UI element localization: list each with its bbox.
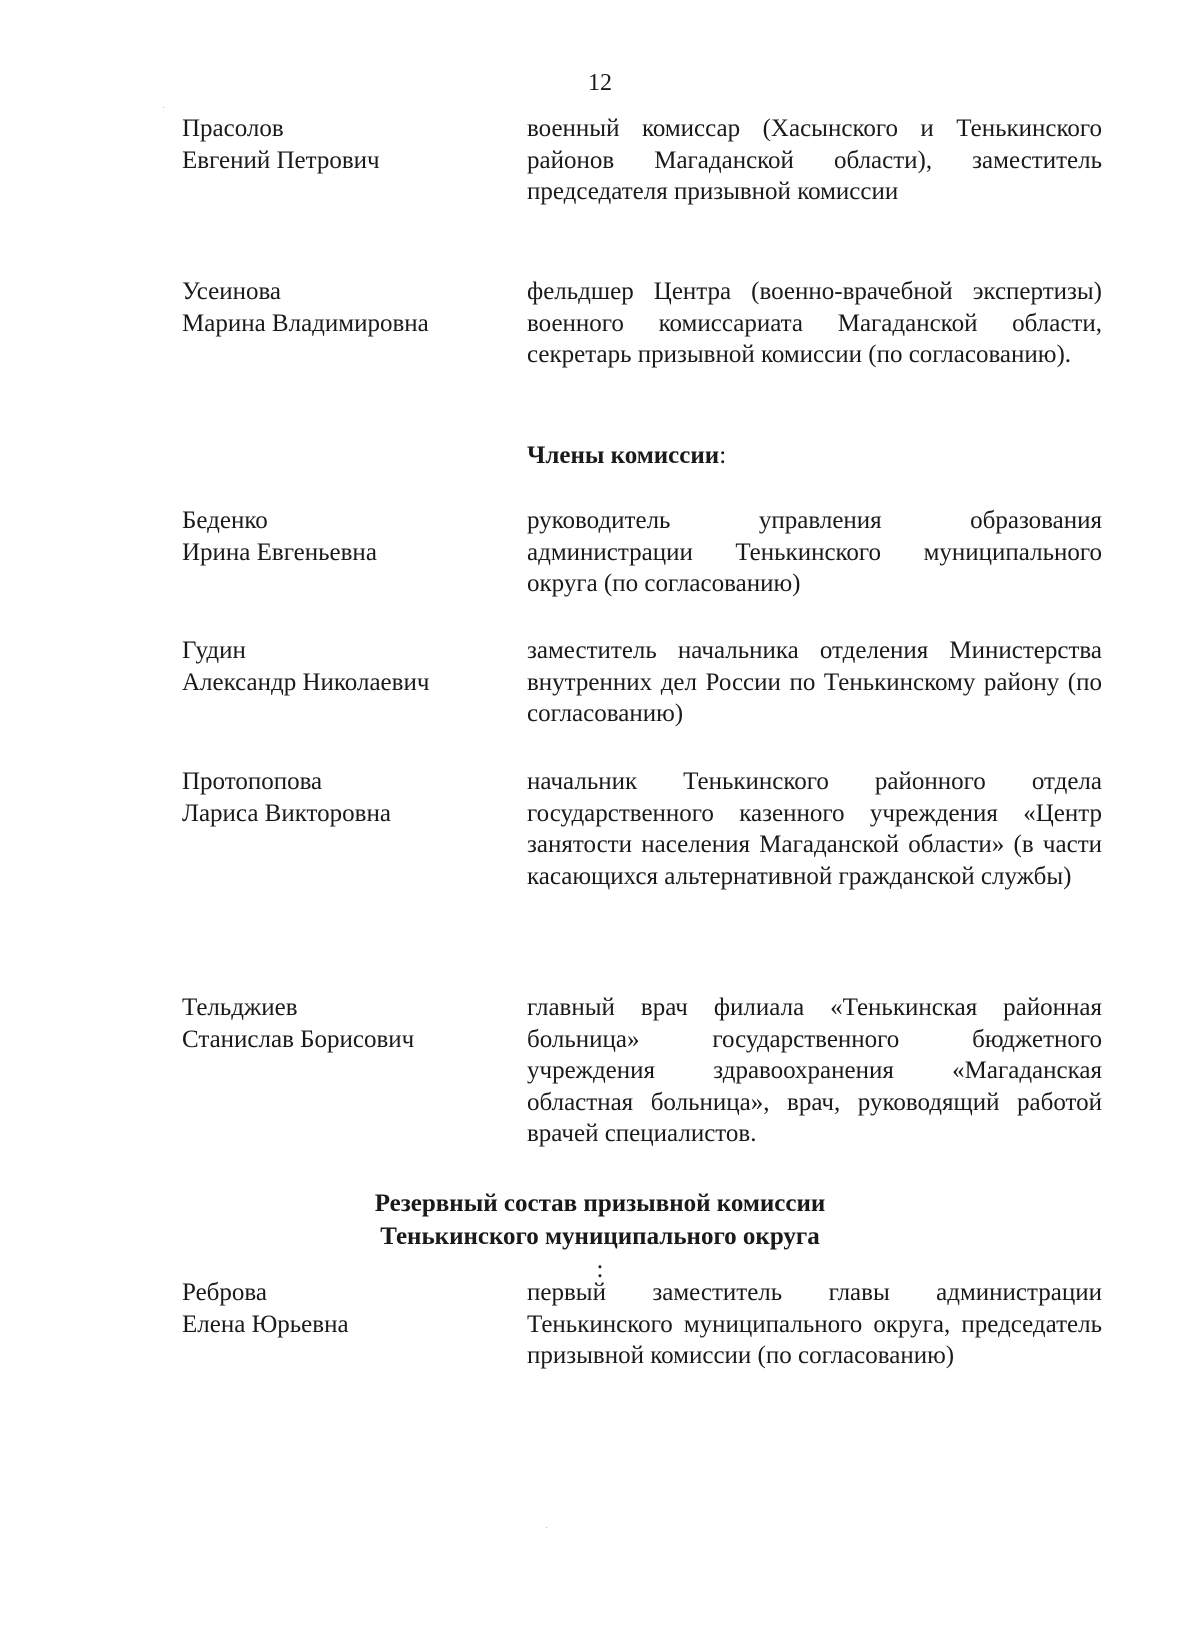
person-surname: Прасолов bbox=[182, 115, 284, 142]
person-given-name: Елена Юрьевна bbox=[182, 1310, 349, 1338]
members-heading-text: Члены комиссии bbox=[527, 442, 720, 469]
reserve-heading-suffix: : bbox=[596, 1256, 604, 1283]
person-name bbox=[182, 992, 512, 1055]
members-heading-suffix: : bbox=[719, 442, 727, 469]
person-given-name: Марина Владимировна bbox=[182, 309, 429, 337]
person-given-name: Александр Николаевич bbox=[182, 668, 430, 696]
person-role: военный комиссар (Хасынского и Тенькинского районов Магаданской области), заместитель председателя призывной комиссии bbox=[527, 115, 1102, 205]
reserve-heading bbox=[0, 1187, 1200, 1286]
person-name bbox=[182, 1277, 512, 1340]
person-name bbox=[182, 635, 512, 698]
person-surname: Тельджиев bbox=[182, 994, 298, 1021]
scan-speck: · bbox=[545, 1523, 549, 1534]
person-given-name: Станислав Борисович bbox=[182, 1025, 415, 1053]
scan-speck: · bbox=[162, 103, 166, 114]
reserve-heading-line2: Тенькинского муниципального округа bbox=[380, 1223, 820, 1250]
reserve-heading-line1: Резервный состав призывной комиссии bbox=[374, 1190, 826, 1217]
person-given-name: Лариса Викторовна bbox=[182, 799, 391, 827]
person-given-name: Ирина Евгеньевна bbox=[182, 538, 377, 566]
person-role: руководитель управления образования администрации Тенькинского муниципального округа (по согласованию) bbox=[527, 507, 1102, 597]
person-role: главный врач филиала «Тенькинская районная больница» государственного бюджетного учреждения здравоохранения «Магаданская областная больница», врач, руководящий работой врачей специалистов. bbox=[527, 994, 1102, 1147]
members-heading bbox=[527, 440, 726, 472]
person-surname: Реброва bbox=[182, 1279, 267, 1306]
person-role: начальник Тенькинского районного отдела государственного казенного учреждения «Центр занятости населения Магаданской области» (в части касающихся альтернативной гражданской службы) bbox=[527, 768, 1102, 890]
person-name bbox=[182, 113, 512, 176]
person-surname: Протопопова bbox=[182, 768, 323, 795]
person-role: первый заместитель главы администрации Тенькинского муниципального округа, председатель призывной комиссии (по согласованию) bbox=[527, 1279, 1102, 1369]
person-name bbox=[182, 505, 512, 568]
person-name bbox=[182, 766, 512, 829]
page-number: 12 bbox=[588, 70, 612, 96]
person-surname: Гудин bbox=[182, 637, 246, 664]
person-role: фельдшер Центра (военно-врачебной экспертизы) военного комиссариата Магаданской области, секретарь призывной комиссии (по согласованию). bbox=[527, 278, 1102, 368]
person-role: заместитель начальника отделения Министерства внутренних дел России по Тенькинскому району (по согласованию) bbox=[527, 637, 1102, 727]
person-given-name: Евгений Петрович bbox=[182, 146, 380, 174]
person-surname: Усеинова bbox=[182, 278, 282, 305]
person-name bbox=[182, 276, 512, 339]
person-surname: Беденко bbox=[182, 507, 268, 534]
